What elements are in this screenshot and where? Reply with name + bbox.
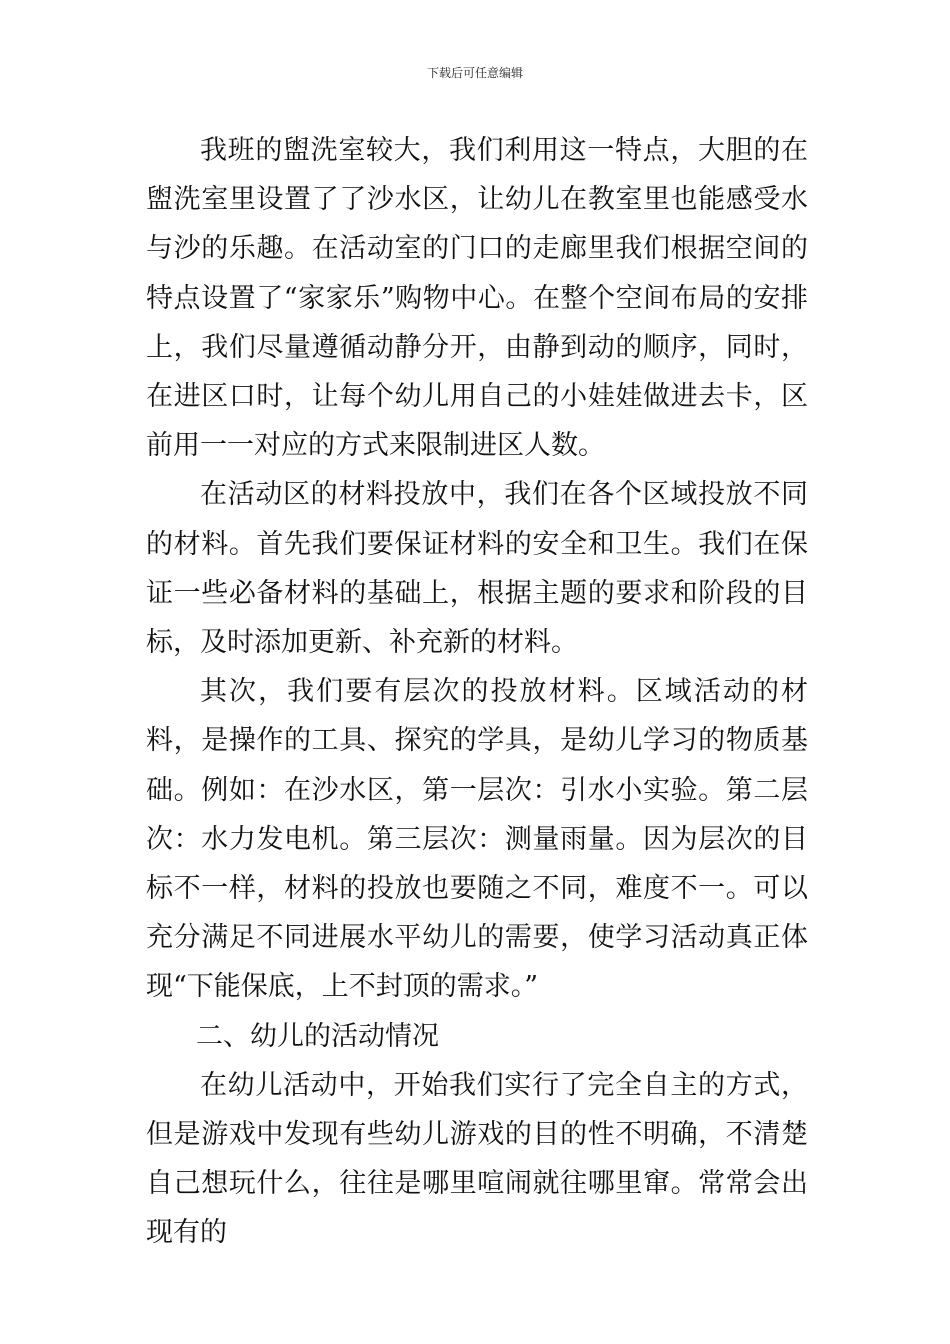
paragraph-activity: 在幼儿活动中，开始我们实行了完全自主的方式，但是游戏中发现有些幼儿游戏的目的性不明确，不清楚自己想玩什么，往往是哪里喧闹就往哪里窜。常常会出现有的 <box>146 1069 808 1249</box>
paragraph-levels: 其次，我们要有层次的投放材料。区域活动的材料，是操作的工具、探究的学具，是幼儿学习的物质基础。例如：在沙水区，第一层次：引水小实验。第二层次：水力发电机。第三层次：测量雨量。因为层次的目标不一样，材料的投放也要随之不同，难度不一。可以充分满足不同进展水平幼儿的需要，使学习活动真正体现“下能保底，上不封顶的需求。” <box>146 676 808 1003</box>
paragraph-materials: 在活动区的材料投放中，我们在各个区域投放不同的材料。首先我们要保证材料的安全和卫生。我们在保证一些必备材料的基础上，根据主题的要求和阶段的目标，及时添加更新、补充新的材料。 <box>146 479 808 659</box>
section-heading: 二、幼儿的活动情况 <box>196 1020 439 1052</box>
page-header: 下载后可任意编辑 <box>426 66 523 80</box>
document-body <box>146 126 808 1258</box>
paragraph-layout: 我班的盥洗室较大，我们利用这一特点，大胆的在盥洗室里设置了了沙水区，让幼儿在教室里也能感受水与沙的乐趣。在活动室的门口的走廊里我们根据空间的特点设置了“家家乐”购物中心。在整个空间布局的安排上，我们尽量遵循动静分开，由静到动的顺序，同时，在进区口时，让每个幼儿用自己的小娃娃做进去卡，区前用一一对应的方式来限制进区人数。 <box>146 135 808 462</box>
